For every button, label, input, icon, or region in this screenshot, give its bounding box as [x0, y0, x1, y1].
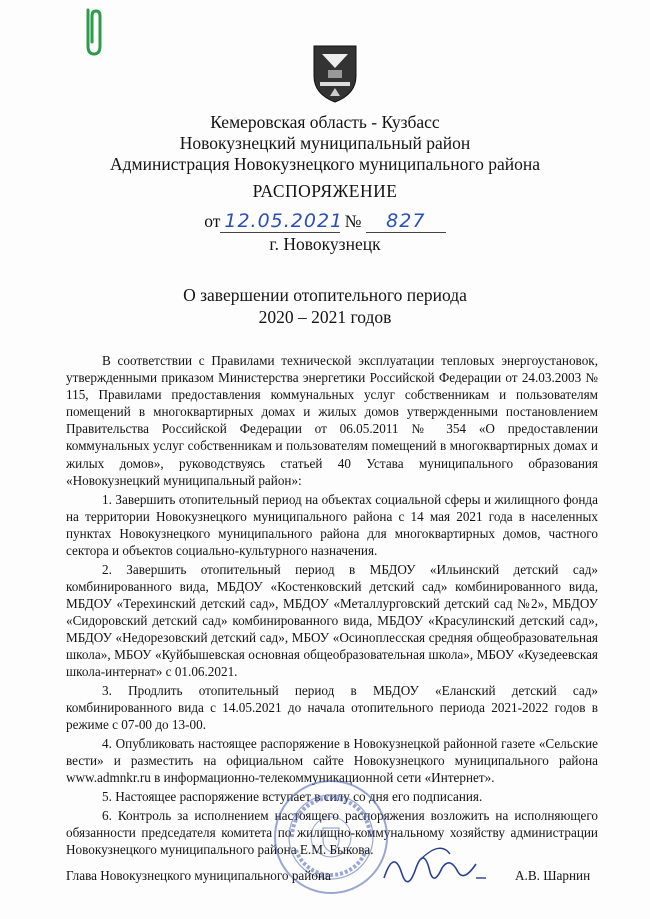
paperclip-icon [80, 6, 106, 58]
signatory-name: А.В. Шарнин [515, 868, 591, 883]
city-line: г. Новокузнецк [269, 234, 381, 254]
clause-2: 2. Завершить отопительный период в МБДОУ «Ильинский детский сад» комбинированного вида, МБДОУ «Костенковский детский сад» комбинированного вида, МБДОУ «Терехинский детский сад», МБДОУ «Металлурговский детский сад №2», МБДОУ «Сидоровский детский сад» комбинированного вида, МБДОУ «Красулинский детский сад», МБДОУ «Недорезовский детский сад», МБОУ «Осиноплесская средняя общеобразовательная школа», МБОУ «Куйбышевская основная общеобразовательная школа», МБОУ «Кузедеевская школа-интернат» с 01.06.2021. [66, 561, 598, 680]
date-prefix: от [204, 211, 221, 231]
subject-line-1: О завершении отопительного периода [183, 285, 467, 305]
signatory-position: Глава Новокузнецкого муниципального района [66, 868, 331, 883]
header-administration: Администрация Новокузнецкого муниципального района [110, 154, 540, 174]
clause-5: 5. Настоящее распоряжение вступает в силу со дня его подписания. [102, 789, 483, 805]
coat-of-arms-emblem [300, 44, 370, 106]
header-district: Новокузнецкий муниципальный район [179, 133, 471, 153]
header-region: Кемеровская область - Кузбасс [210, 112, 440, 132]
clause-4: 4. Опубликовать настоящее распоряжение в Новокузнецкой районной газете «Сельские вести» и разместить на официальном сайте Новокузнецкого муниципального района www.admnkr.ru в информационно-телекоммуникационной сети «Интернет». [66, 736, 598, 786]
number-label: № [344, 211, 362, 231]
handwritten-date: 12.05.2021 [220, 210, 340, 233]
document-title: РАСПОРЯЖЕНИЕ [252, 181, 398, 201]
handwritten-signature [380, 838, 490, 900]
document-subject [0, 284, 650, 328]
subject-line-2: 2020 – 2021 годов [258, 307, 392, 327]
document-header [0, 112, 650, 175]
date-number-line [0, 210, 650, 233]
preamble-paragraph: В соответствии с Правилами технической эксплуатации тепловых энергоустановок, утвержденными приказом Министерства энергетики Российской Федерации от 24.03.2003 № 115, Правилами предоставления коммунальных услуг собственникам и пользователям помещений в многоквартирных домах и жилых домов утвержденными постановлением Правительства Российской Федерации от 06.05.2011 № 354 «О предоставлении коммунальных услуг собственникам и пользователям помещений в многоквартирных домах и жилых домов», руководствуясь статьей 40 Устава муниципального образования «Новокузнецкий муниципальный район»: [66, 353, 598, 488]
clause-1: 1. Завершить отопительный период на объектах социальной сферы и жилищного фонда на территории Новокузнецкого муниципального района с 14 мая 2021 года в населенных пунктах Новокузнецкого муниципального района для многоквартирных домов, частного сектора и объектов социально-культурного назначения. [66, 491, 598, 558]
clause-6: 6. Контроль за исполнением настоящего распоряжения возложить на исполняющего обязанности председателя комитета по жилищно-коммунальному хозяйству администрации Новокузнецкого муниципального района Е.М. Быкова. [66, 808, 598, 858]
handwritten-number: 827 [366, 210, 446, 233]
clause-3: 3. Продлить отопительный период в МБДОУ «Еланский детский сад» комбинированного вида с 14.05.2021 до начала отопительного периода 2021-2022 годов в режиме с 07-00 до 13-00. [66, 683, 598, 733]
